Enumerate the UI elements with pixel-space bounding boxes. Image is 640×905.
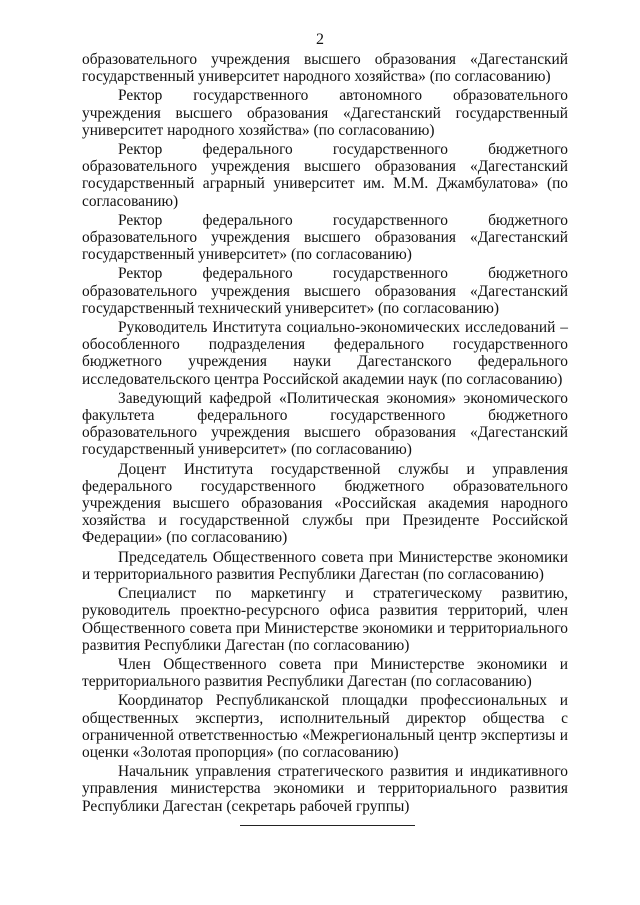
list-item: Специалист по маркетингу и стратегическому развитию, руководитель проектно-ресурсного офиса развития территорий, член Общественного совета при Министерстве экономики и территориального развития Республики Дагестан (по согласованию) xyxy=(82,585,568,654)
list-item: Ректор федерального государственного бюджетного образовательного учреждения высшего образования «Дагестанский государственный аграрный университет им. М.М. Джамбулатова» (по согласованию) xyxy=(82,141,568,210)
list-item: Ректор федерального государственного бюджетного образовательного учреждения высшего образования «Дагестанский государственный технический университет» (по согласованию) xyxy=(82,265,568,317)
list-item: Доцент Института государственной службы и управления федерального государственного бюджетного образовательного учреждения высшего образования «Российская академия народного хозяйства и государственной службы при Президенте Российской Федерации» (по согласованию) xyxy=(82,460,568,547)
list-item: Координатор Республиканской площадки профессиональных и общественных экспертиз, исполнительный директор общества с ограниченной ответственностью «Межрегиональный центр экспертизы и оценки «Золотая пропорция» (по согласованию) xyxy=(82,692,568,761)
list-item: образовательного учреждения высшего образования «Дагестанский государственный университет народного хозяйства» (по согласованию) xyxy=(82,51,568,86)
page-number: 2 xyxy=(316,31,324,48)
end-divider xyxy=(240,825,415,826)
list-item: Член Общественного совета при Министерстве экономики и территориального развития Республики Дагестан (по согласованию) xyxy=(82,655,568,691)
list-item: Руководитель Института социально-экономических исследований – обособленного подразделения федерального государственного бюджетного учреждения науки Дагестанского федерального исследовательского центра Российской академии наук (по согласованию) xyxy=(82,319,568,388)
list-item: Заведующий кафедрой «Политическая экономия» экономического факультета федерального государственного бюджетного образовательного учреждения высшего образования «Дагестанский государственный университет» (по согласованию) xyxy=(82,389,568,459)
list-item: Ректор федерального государственного бюджетного образовательного учреждения высшего образования «Дагестанский государственный университет» (по согласованию) xyxy=(82,211,568,264)
list-item: Ректор государственного автономного образовательного учреждения высшего образования «Дагестанский государственный университет народного хозяйства» (по согласованию) xyxy=(82,87,568,139)
list-item: Председатель Общественного совета при Министерстве экономики и территориального развития Республики Дагестан (по согласованию) xyxy=(82,548,568,583)
members-list xyxy=(82,51,568,817)
list-item: Начальник управления стратегического развития и индикативного управления министерства экономики и территориального развития Республики Дагестан (секретарь рабочей группы) xyxy=(82,763,568,815)
